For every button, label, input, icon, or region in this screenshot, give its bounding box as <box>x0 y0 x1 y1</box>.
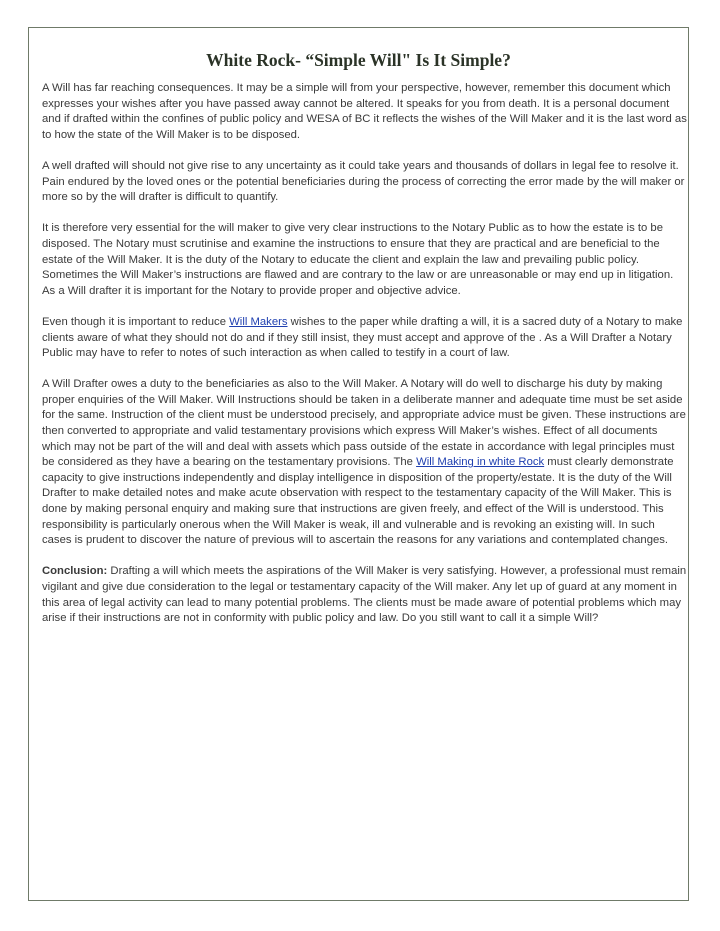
paragraph-conclusion <box>42 564 687 626</box>
will-making-white-rock-link[interactable]: Will Making in white Rock <box>416 456 545 469</box>
document-body <box>42 81 687 642</box>
paragraph-4 <box>42 315 687 362</box>
conclusion-label: Conclusion: <box>42 565 108 578</box>
paragraph-4-text-end: wishes to the paper while drafting a will, it is a sacred duty of a Notary to make clients aware of what they should not do and if they still insist, they must accept and approve of the . As a Will Drafter a Notary Public may have to refer to notes of such interaction as when called to testify in a court of law. <box>42 315 683 360</box>
paragraph-5-text-start: A Will Drafter owes a duty to the beneficiaries as also to the Will Maker. A Notary will do well to discharge his duty by making proper enquiries of the Will Maker. Will Instructions should be taken in a deliberate manner and adequate time must be set aside for the same. Instruction of the client must be understood precisely, and appropriate advice must be given. These instructions are then converted to appropriate and valid testamentary provisions which express Will Maker’s wishes. Effect of all documents which may not be part of the will and deal with assets which pass outside of the estate in accordance with legal principles must be considered as they have a bearing on the testamentary provisions. The <box>42 378 686 469</box>
paragraph-3: It is therefore very essential for the will maker to give very clear instructions to the Notary Public as to how the estate is to be disposed. The Notary must scrutinise and examine the instructions to ensure that they are practical and are beneficial to the estate of the Will Maker. It is the duty of the Notary to educate the client and explain the law and prevailing public policy. Sometimes the Will Maker’s instructions are flawed and are contrary to the law or are unreasonable or may end up in litigation. As a Will drafter it is important for the Notary to provide proper and objective advice. <box>42 222 674 297</box>
will-makers-link[interactable]: Will Makers <box>229 315 288 328</box>
paragraph-4-text-start: Even though it is important to reduce <box>42 315 230 328</box>
conclusion-text: Drafting a will which meets the aspirations of the Will Maker is very satisfying. However, a professional must remain vigilant and give due consideration to the legal or testamentary capacity of the Will maker. Any let up of guard at any moment in this area of legal activity can lead to many potential problems. The clients must be made aware of potential problems which may arise if their instructions are not in conformity with public policy and law. Do you still want to call it a simple Will? <box>42 565 687 625</box>
paragraph-1: A Will has far reaching consequences. It may be a simple will from your perspective, however, remember this document which expresses your wishes after you have passed away cannot be altered. It speaks for you from death. It is a personal document and if drafted within the confines of public policy and WESA of BC it reflects the wishes of the Will Maker and it is the last word as to how the state of the Will Maker is to be disposed. <box>42 82 687 141</box>
document-title: White Rock- “Simple Will" Is It Simple? <box>206 50 511 70</box>
paragraph-5 <box>42 377 687 549</box>
paragraph-2: A well drafted will should not give rise to any uncertainty as it could take years and thousands of dollars in legal fee to resolve it. Pain endured by the loved ones or the potential beneficiaries during the process of correcting the error made by the will maker or more so by the will drafter is difficult to quantify. <box>42 159 685 204</box>
paragraph-5-text-end: must clearly demonstrate capacity to give instructions independently and display intelligence in disposition of the property/estate. It is the duty of the Will Drafter to make detailed notes and make acute observation with respect to the testamentary capacity of the Will Maker. This is done by making personal enquiry and making sure that instructions are given freely, and effect of the Will is understood. This responsibility is particularly onerous when the Will Maker is weak, ill and vulnerable and is revoking an existing will. In such cases is prudent to discover the nature of previous will to ascertain the reasons for any variations and contemplated changes. <box>42 456 674 547</box>
